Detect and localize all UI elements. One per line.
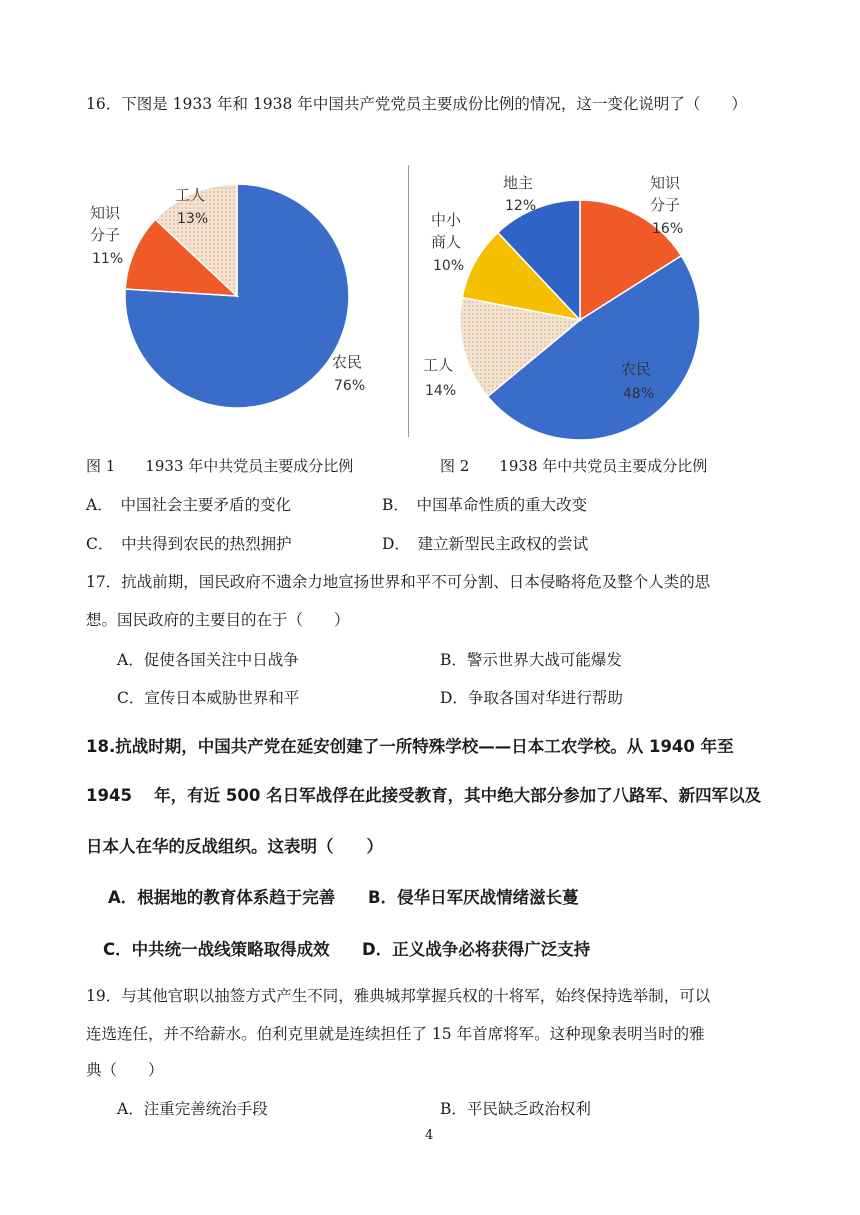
q19-stem-line3: 典（ ）: [86, 1061, 164, 1079]
q17-option-d[interactable]: D．争取各国对华进行帮助: [440, 689, 623, 707]
pie2-label-intel-1: 知识: [650, 174, 681, 192]
pie-chart-1933: [80, 150, 410, 435]
pie1-pct-intel: 11%: [92, 251, 124, 267]
pie1-label-workers: 工人: [175, 186, 206, 204]
q16-option-b[interactable]: B． 中国革命性质的重大改变: [382, 496, 588, 514]
page-number: 4: [425, 1128, 434, 1143]
pie1-slices: [125, 184, 349, 408]
pie2-label-merchant-1: 中小: [431, 211, 462, 229]
q16-option-d[interactable]: D． 建立新型民主政权的尝试: [382, 535, 589, 553]
pie2-pct-landlord: 12%: [505, 198, 537, 214]
q16-option-a[interactable]: A． 中国社会主要矛盾的变化: [86, 496, 291, 514]
q18-option-a[interactable]: A．根据地的教育体系趋于完善: [108, 888, 336, 907]
pie2-label-workers: 工人: [423, 356, 454, 374]
chart-divider: [408, 165, 409, 437]
q19-option-a[interactable]: A．注重完善统治手段: [117, 1100, 268, 1118]
q17-stem-line2: 想。国民政府的主要目的在于（ ）: [86, 611, 350, 629]
q17-stem-line1: 17．抗战前期，国民政府不遗余力地宣扬世界和平不可分割、日本侵略将危及整个人类的思: [86, 573, 711, 591]
pie2-pct-merchant: 10%: [433, 258, 465, 274]
q17-option-c[interactable]: C．宣传日本威胁世界和平: [117, 689, 300, 707]
q18-option-b[interactable]: B．侵华日军厌战情绪滋长蔓: [368, 888, 579, 907]
pie2-label-intel-2: 分子: [650, 196, 681, 214]
pie1-pct-workers: 13%: [177, 211, 209, 227]
q17-option-b[interactable]: B．警示世界大战可能爆发: [440, 651, 622, 669]
pie2-pct-intel: 16%: [652, 221, 684, 237]
pie2-label-farmers: 农民: [621, 360, 652, 378]
pie2-label-landlord: 地主: [503, 174, 534, 192]
q18-option-c[interactable]: C．中共统一战线策略取得成效: [103, 940, 330, 959]
q18-stem-line2: 1945 年，有近 500 名日军战俘在此接受教育，其中绝大部分参加了八路军、新四军以及: [86, 786, 762, 805]
q19-stem-line2: 连选连任，并不给薪水。伯利克里就是连续担任了 15 年首席将军。这种现象表明当时的雅: [86, 1025, 705, 1043]
pie1-label-farmers: 农民: [332, 353, 363, 371]
q18-option-d[interactable]: D．正义战争必将获得广泛支持: [362, 940, 591, 959]
pie2-label-merchant-2: 商人: [431, 233, 462, 251]
q16-stem: 16．下图是 1933 年和 1938 年中国共产党党员主要成份比例的情况，这一变化说明了（ ）: [86, 95, 747, 113]
pie1-label-intel-2: 分子: [90, 226, 121, 244]
pie1-label-intel-1: 知识: [90, 204, 121, 222]
q16-option-c[interactable]: C． 中共得到农民的热烈拥护: [86, 535, 292, 553]
q19-option-b[interactable]: B．平民缺乏政治权利: [440, 1100, 591, 1118]
q17-option-a[interactable]: A．促使各国关注中日战争: [117, 651, 299, 669]
pie-chart-1938: [415, 160, 715, 445]
q19-stem-line1: 19．与其他官职以抽签方式产生不同，雅典城邦掌握兵权的十将军，始终保持选举制，可以: [86, 987, 711, 1005]
figure-caption-1: 图 1 1933 年中共党员主要成分比例: [86, 457, 354, 475]
pie1-pct-farmers: 76%: [334, 378, 366, 394]
pie2-pct-farmers: 48%: [623, 386, 655, 402]
pie2-pct-workers: 14%: [425, 383, 457, 399]
q18-stem-line3: 日本人在华的反战组织。这表明（ ）: [86, 837, 383, 856]
q18-stem-line1: 18.抗战时期，中国共产党在延安创建了一所特殊学校——日本工农学校。从 1940 年至: [86, 737, 734, 756]
figure-caption-2: 图 2 1938 年中共党员主要成分比例: [440, 457, 708, 475]
